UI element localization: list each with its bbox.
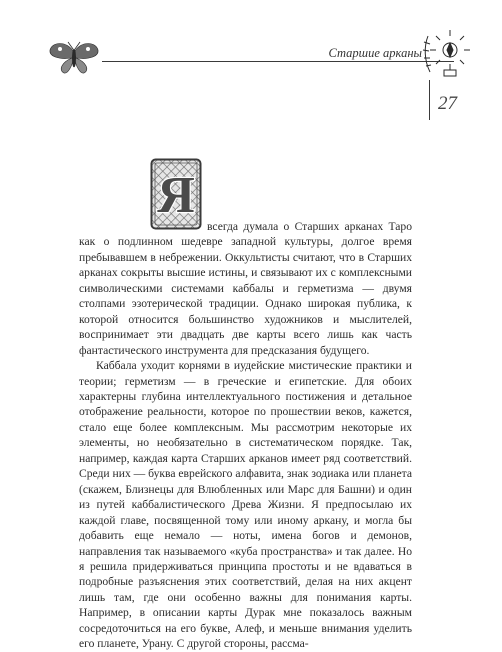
drop-cap-letter: Я	[157, 167, 195, 224]
page-number: 27	[438, 93, 457, 114]
sun-flower-ornament-icon	[420, 26, 472, 82]
body-text	[79, 219, 412, 652]
paragraph-2: Каббала уходит корнями в иудейские мистические практики и теории; герметизм — в греческие и египетские. Для обоих характерны глубина интеллектуального постижения и детальное отображение реальности, которое по прошествии веков, кажется, стало еще более комплексным. Мы рассмотрим некоторые их элементы, но необязательно в систематическом порядке. Так, например, каждая карта Старших арканов имеет ряд соответствий. Среди них — буква еврейского алфавита, знак зодиака или планета (скажем, Близнецы для Влюбленных или Марс для Башни) и один из путей каббалистического Древа Жизни. Я предпосылаю их каждой главе, посвященной тому или иному аркану, и могла бы добавить еще немало — ноты, имена богов и демонов, направления так называемого «куба пространства» и так далее. Но я решила придерживаться принципа простоты и не вдаваться в подробные разъяснения этих соответствий, делая на них акцент лишь там, где они особенно важны для понимания карты. Например, в описании карты Дурак мне показалось важным сосредоточиться на его букве, Алеф, и меньше внимания уделить его планете, Урану. С другой стороны, рассма-	[79, 359, 412, 651]
paragraph-1: всегда думала о Старших арканах Таро как о подлинном шедевре западной культуры, долгое время пребывавшем в небрежении. Оккультисты считают, что в Старших арканах сокрыты высшие истины, и связывают их с комплексными символическими системами каббалы и герметизма — двумя столпами эзотерической традиции. Однако широкая публика, к которой относится большинство художников и мыслителей, воспринимает эти двадцать две карты всего лишь как часть фантастического инструмента для предсказания будущего.	[79, 220, 412, 357]
page-number-rule	[429, 80, 430, 120]
section-title: Старшие арканы	[328, 46, 422, 60]
header-rule	[102, 61, 424, 62]
butterfly-icon	[46, 40, 102, 76]
